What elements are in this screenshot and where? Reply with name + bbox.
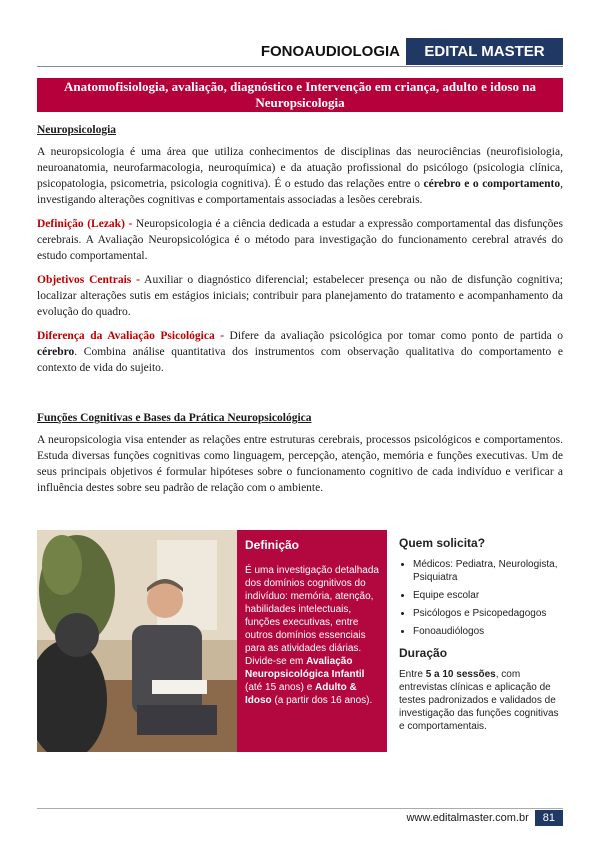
header-subject: FONOAUDIOLOGIA xyxy=(260,43,400,60)
infographic xyxy=(37,530,563,752)
consultation-photo xyxy=(37,530,237,752)
definition-title: Definição xyxy=(245,538,300,552)
header-brand: EDITAL MASTER xyxy=(406,38,563,65)
main-content xyxy=(37,118,563,554)
heading-neuropsicologia: Neuropsicologia xyxy=(37,124,117,136)
paragraph-diferenca: Diferença da Avaliação Psicológica - Difere da avaliação psicológica por tomar como ponto de partida o cérebro. Combina análise quantitativa dos instrumentos com observação qualitativa do comportamento e contexto de vida do sujeito. xyxy=(37,330,564,374)
list-item: • Médicos: Pediatra, Neurologista, Psiquiatra xyxy=(413,558,563,584)
paragraph-definicao: Definição (Lezak) - Neuropsicologia é a ciência dedicada a estudar a expressão comportamental das disfunções cerebrais. A Avaliação Neuropsicológica é o método para investigação do funcionamento cerebral através do estudo comportamental. xyxy=(37,218,563,262)
header-divider xyxy=(37,66,563,67)
who-requests-title: Quem solicita? xyxy=(399,536,486,550)
definition-text: É uma investigação detalhada dos domínios cognitivos do indivíduo: memória, atenção, habilidades intelectuais, funções executivas, entre outros domínios essenciais para as atividades diárias. Divide-se em Avaliação Neuropsicológica Infantil (até 15 anos) e Adulto & Idoso (a partir dos 16 anos). xyxy=(245,565,379,706)
who-requests-list xyxy=(399,558,563,638)
definition-panel xyxy=(237,530,387,752)
paragraph-objetivos: Objetivos Centrais - Auxiliar o diagnóstico diferencial; estabelecer presença ou não de disfunção cognitiva; localizar alterações sutis em estágios iniciais; contribuir para planejamento do tratamento e acompanhamento da evolução do quadro. xyxy=(37,274,563,318)
paragraph-intro: A neuropsicologia é uma área que utiliza conhecimentos de disciplinas das neurociências (neurofisiologia, neuroanatomia, neurofarmacologia, neuroquímica) e da atuação profissional do psicólogo (psicologia clínica, psicopatologia, psicometria, psicologia cognitiva). É o estudo das relações entre o cérebro e o comportamento, investigando alterações cognitivas e comportamentais associadas a lesões cerebrais. xyxy=(37,146,564,206)
paragraph-funcoes: A neuropsicologia visa entender as relações entre estruturas cerebrais, processos psicológicos e comportamentos. Estuda diversas funções cognitivas como linguagem, percepção, atenção, memória e funções executivas. Um de seus principais objetivos é formular hipóteses sobre o funcionamento cognitivo de cada indivíduo e verificar a influência destes sobre seu padrão de relação com o ambiente. xyxy=(37,434,563,494)
page-header xyxy=(260,38,563,65)
list-item: • Equipe escolar xyxy=(413,589,563,602)
list-item: • Fonoaudiólogos xyxy=(413,625,563,638)
request-duration-panel xyxy=(399,530,563,733)
list-item: • Psicólogos e Psicopedagogos xyxy=(413,607,563,620)
duration-title: Duração xyxy=(399,646,448,660)
page-number: 81 xyxy=(535,810,563,826)
heading-funcoes-cognitivas: Funções Cognitivas e Bases da Prática Neuropsicológica xyxy=(37,412,312,424)
footer-divider xyxy=(37,808,563,809)
section-banner: Anatomofisiologia, avaliação, diagnóstico e Intervenção em criança, adulto e idoso na Neuropsicologia xyxy=(37,78,563,112)
duration-text: Entre 5 a 10 sessões, com entrevistas clínicas e aplicação de testes padronizados e validados de investigação das funções cognitivas e comportamentais. xyxy=(399,669,559,732)
page-footer xyxy=(406,810,563,826)
footer-url[interactable]: www.editalmaster.com.br xyxy=(406,812,529,824)
